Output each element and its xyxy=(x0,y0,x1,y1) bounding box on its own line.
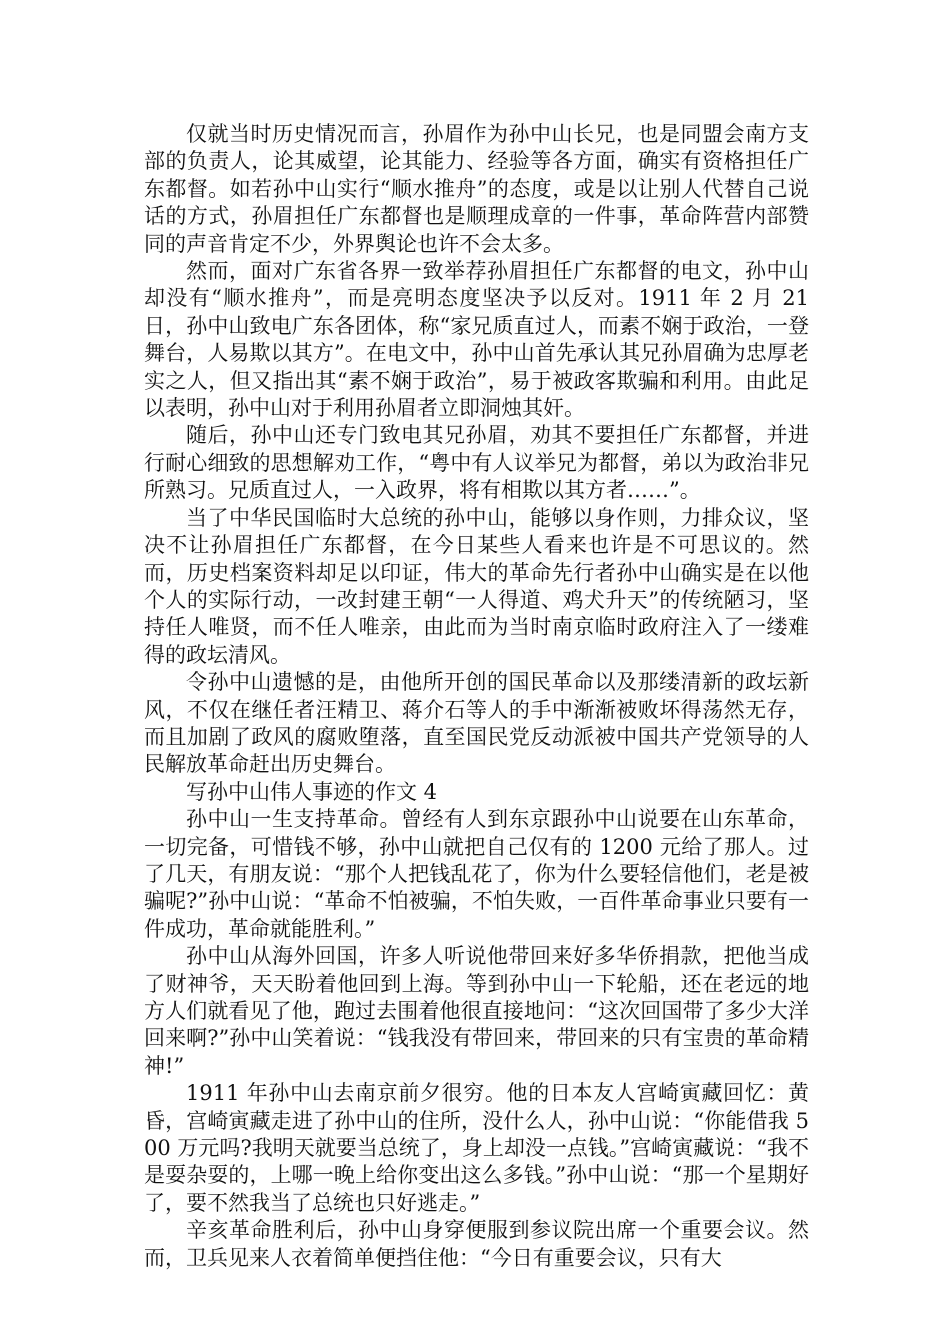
paragraph: 辛亥革命胜利后，孙中山身穿便服到参议院出席一个重要会议。然而，卫兵见来人衣着简单便挡住他：“今日有重要会议，只有大 xyxy=(144,1218,809,1270)
paragraph: 孙中山一生支持革命。曾经有人到东京跟孙中山说要在山东革命，一切完备，可惜钱不够，孙中山就把自己仅有的 1200 元给了那人。过了几天，有朋友说：“那个人把钱乱花了，你为什么要轻信他们，老是被骗呢?”孙中山说：“革命不怕被骗，不怕失败，一百件革命事业只要有一件成功，革命就能胜利。” xyxy=(144,807,809,941)
document-body xyxy=(144,121,809,1272)
paragraph: 1911 年孙中山去南京前夕很穷。他的日本友人宫崎寅藏回忆：黄昏，宫崎寅藏走进了孙中山的住所，没什么人，孙中山说：“你能借我 500 万元吗?我明天就要当总统了，身上却没一点钱。”宫崎寅藏说：“我不是耍杂耍的，上哪一晚上给你变出这么多钱。”孙中山说：“那一个星期好了，要不然我当了总统也只好逃走。” xyxy=(144,1081,809,1215)
paragraph: 随后，孙中山还专门致电其兄孙眉，劝其不要担任广东都督，并进行耐心细致的思想解劝工作，“粤中有人议举兄为都督，弟以为政治非兄所熟习。兄质直过人，一入政界，将有相欺以其方者……”。 xyxy=(144,423,809,503)
paragraph: 仅就当时历史情况而言，孙眉作为孙中山长兄，也是同盟会南方支部的负责人，论其威望，论其能力、经验等各方面，确实有资格担任广东都督。如若孙中山实行“顺水推舟”的态度，或是以让别人代替自己说话的方式，孙眉担任广东都督也是顺理成章的一件事，革命阵营内部赞同的声音肯定不少，外界舆论也许不会太多。 xyxy=(144,122,809,256)
paragraph: 然而，面对广东省各界一致举荐孙眉担任广东都督的电文，孙中山却没有“顺水推舟”，而是亮明态度坚决予以反对。1911 年 2 月 21 日，孙中山致电广东各团体，称“家兄质直过人，而素不娴于政治，一登舞台，人易欺以其方”。在电文中，孙中山首先承认其兄孙眉确为忠厚老实之人，但又指出其“素不娴于政治”，易于被政客欺骗和利用。由此足以表明，孙中山对于利用孙眉者立即洞烛其奸。 xyxy=(144,259,809,421)
section-title: 写孙中山伟人事迹的作文 4 xyxy=(186,779,438,804)
paragraph: 令孙中山遗憾的是，由他所开创的国民革命以及那缕清新的政坛新风，不仅在继任者汪精卫、蒋介石等人的手中渐渐被败坏得荡然无存，而且加剧了政风的腐败堕落，直至国民党反动派被中国共产党领导的人民解放革命赶出历史舞台。 xyxy=(144,670,809,777)
paragraph: 当了中华民国临时大总统的孙中山，能够以身作则，力排众议，坚决不让孙眉担任广东都督，在今日某些人看来也许是不可思议的。然而，历史档案资料却足以印证，伟大的革命先行者孙中山确实是在以他个人的实际行动，一改封建王朝“一人得道、鸡犬升天”的传统陋习，坚持任人唯贤，而不任人唯亲，由此而为当时南京临时政府注入了一缕难得的政坛清风。 xyxy=(144,505,809,667)
paragraph: 孙中山从海外回国，许多人听说他带回来好多华侨捐款，把他当成了财神爷，天天盼着他回到上海。等到孙中山一下轮船，还在老远的地方人们就看见了他，跑过去围着他很直接地问：“这次回国带了多少大洋回来啊?”孙中山笑着说：“钱我没有带回来，带回来的只有宝贵的革命精神!” xyxy=(144,944,809,1078)
